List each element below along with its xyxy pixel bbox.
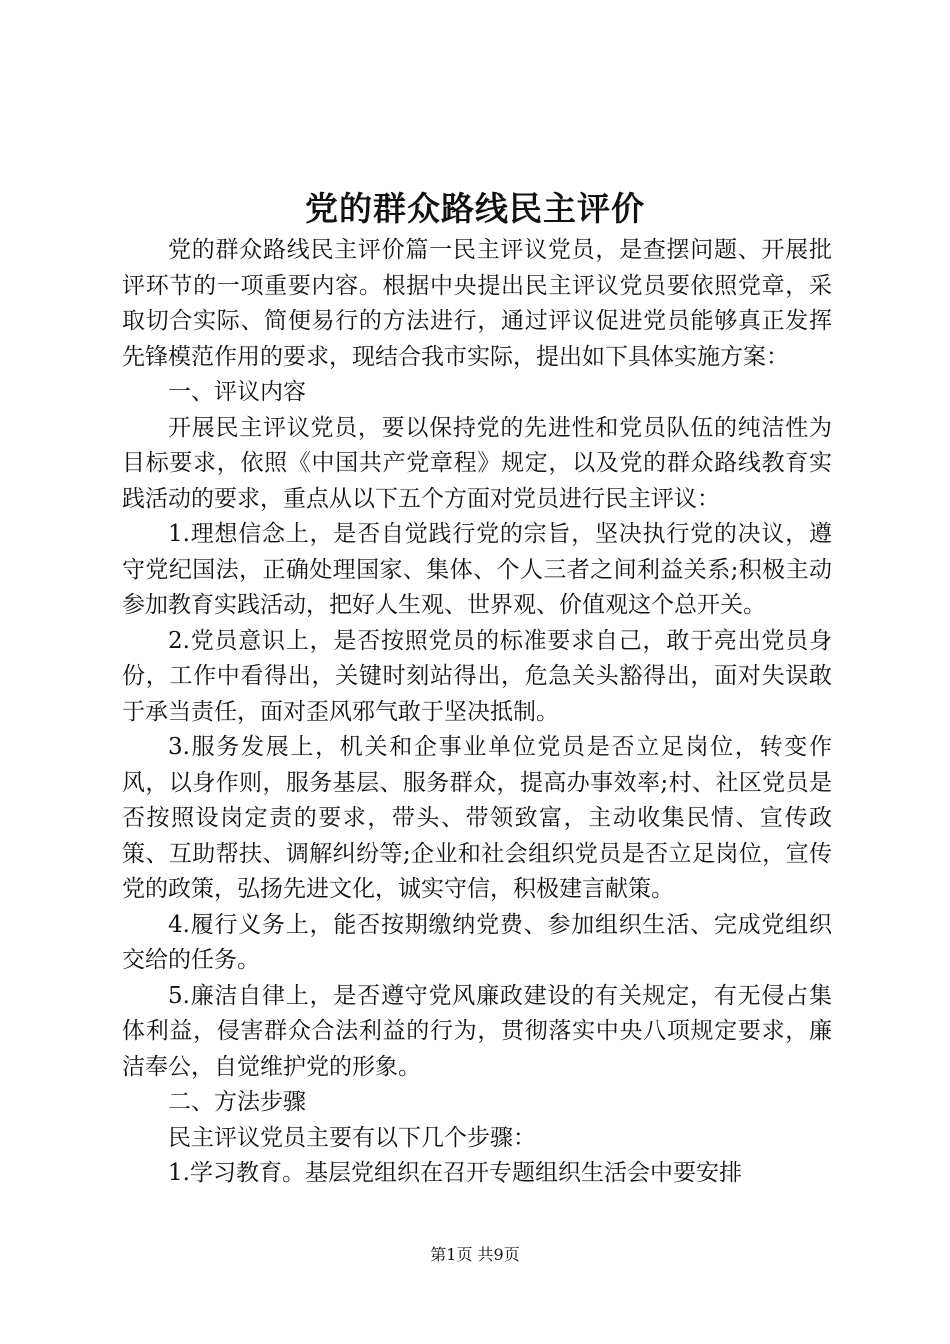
paragraph-intro: 党的群众路线民主评价篇一民主评议党员，是查摆问题、开展批评环节的一项重要内容。根据中央提出民主评议党员要依照党章，采取切合实际、简便易行的方法进行，通过评议促进党员能够真正发挥先锋模范作用的要求，现结合我市实际，提出如下具体实施方案： <box>122 237 832 370</box>
list-item-party-awareness: 2.党员意识上，是否按照党员的标准要求自己，敢于亮出党员身份，工作中看得出，关键时刻站得出，危急关头豁得出，面对失误敢于承当责任，面对歪风邪气敢于坚决抵制。 <box>122 627 832 725</box>
page-footer: 第1页 共9页 <box>430 1245 520 1264</box>
list-item-integrity: 5.廉洁自律上，是否遵守党风廉政建设的有关规定，有无侵占集体利益，侵害群众合法利益的行为，贯彻落实中央八项规定要求，廉洁奉公，自觉维护党的形象。 <box>122 982 832 1080</box>
section-heading-method-steps: 二、方法步骤 <box>168 1089 306 1115</box>
list-item-study-education: 1.学习教育。基层党组织在召开专题组织生活会中要安排 <box>168 1160 742 1186</box>
list-item-service-development: 3.服务发展上，机关和企事业单位党员是否立足岗位，转变作风，以身作则，服务基层、服务群众，提高办事效率;村、社区党员是否按照设岗定责的要求，带头、带领致富，主动收集民情、宣传政策、互助帮扶、调解纠纷等;企业和社会组织党员是否立足岗位，宣传党的政策，弘扬先进文化，诚实守信，积极建言献策。 <box>122 734 832 902</box>
list-item-ideals: 1.理想信念上，是否自觉践行党的宗旨，坚决执行党的决议，遵守党纪国法，正确处理国家、集体、个人三者之间利益关系;积极主动参加教育实践活动，把好人生观、世界观、价值观这个总开关。 <box>122 521 832 618</box>
document-title: 党的群众路线民主评价 <box>305 189 645 228</box>
paragraph-steps-intro: 民主评议党员主要有以下几个步骤： <box>168 1124 536 1151</box>
document-body <box>122 233 832 1192</box>
list-item-obligations: 4.履行义务上，能否按期缴纳党费、参加组织生活、完成党组织交给的任务。 <box>122 911 832 973</box>
section-heading-evaluation-content: 一、评议内容 <box>168 379 306 405</box>
paragraph-evaluation-overview: 开展民主评议党员，要以保持党的先进性和党员队伍的纯洁性为目标要求，依照《中国共产党章程》规定，以及党的群众路线教育实践活动的要求，重点从以下五个方面对党员进行民主评议： <box>122 414 832 512</box>
